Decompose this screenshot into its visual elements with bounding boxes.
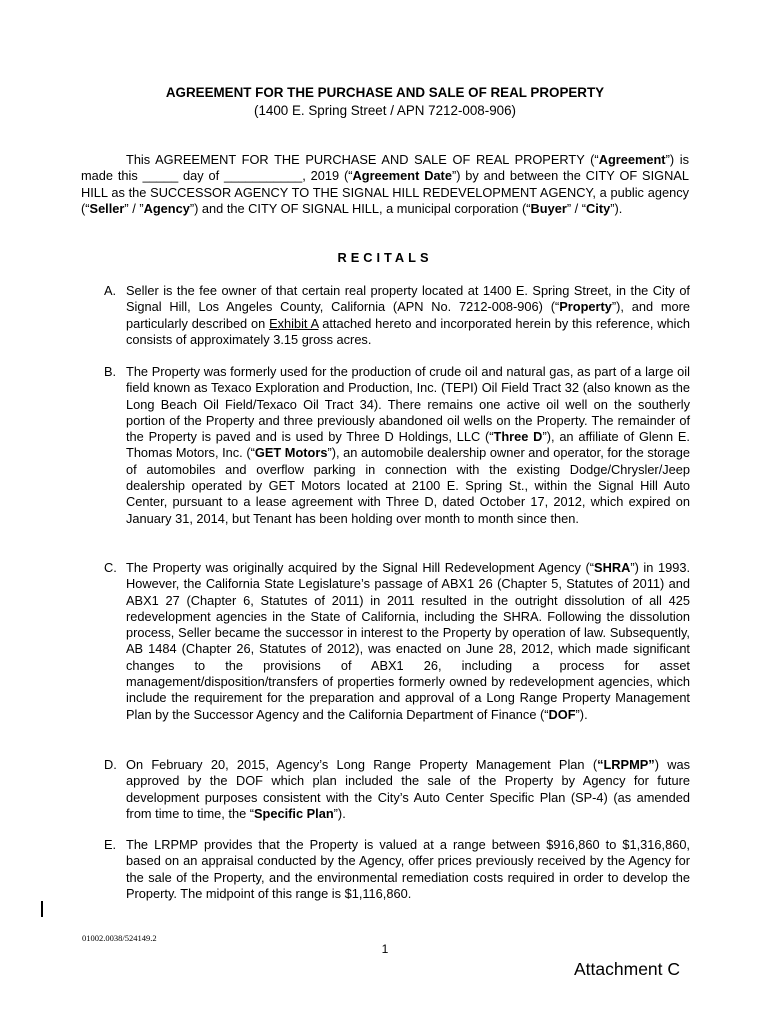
recital-text: ”). — [575, 706, 588, 722]
recital-text: ”). — [333, 805, 346, 821]
recital-term-shra: SHRA — [594, 560, 631, 575]
intro-paragraph — [81, 152, 689, 218]
recital-term-lrpmp: “LRPMP” — [597, 757, 655, 772]
intro-term-city: City — [586, 201, 611, 217]
recital-text: On February 20, 2015, Agency’s Long Range Property Management Plan ( — [126, 757, 598, 772]
recital-letter: D. — [104, 757, 117, 772]
revision-bar — [41, 901, 43, 917]
recital-term-property: Property — [559, 299, 612, 315]
recitals-heading: RECITALS — [337, 250, 433, 265]
document-code: 01002.0038/524149.2 — [82, 933, 157, 943]
recital-letter: C. — [104, 560, 117, 575]
intro-term-buyer: Buyer — [530, 201, 567, 217]
recital-text: The Property was originally acquired by the Signal Hill Redevelopment Agency (“ — [126, 560, 595, 575]
exhibit-a-reference: Exhibit A — [269, 315, 319, 331]
recital-term-specific-plan: Specific Plan — [254, 805, 334, 821]
document-title: AGREEMENT FOR THE PURCHASE AND SALE OF REAL PROPERTY — [165, 85, 605, 100]
recital-text: attached hereto and incorporated herein by this reference, which consists of approximately 3.15 gross acres. — [126, 315, 690, 347]
recital-text: ”) in 1993. However, the California State Legislature’s passage of ABX1 26 (Chapter 5, Statutes of 2011) and ABX1 27 (Chapter 6, Statutes of 2011) in 2011 resulted in the outright dissolution of all 425 redevelopment agencies in the State of California, including the SHRA. Following the dissolution process, Seller became the successor in interest to the Property by operation of law. Subsequently, AB 1484 (Chapter 26, Statutes of 2012), was enacted on June 28, 2012, which made significant changes to the provisions of ABX1 26, including a process for asset management/disposition/transfers of properties formerly owned by redevelopment agencies, which include the requirement for the preparation and approval of a Long Range Property Management Plan by the Successor Agency and the California Department of Finance (“ — [126, 560, 690, 722]
recital-term-dof: DOF — [548, 706, 576, 722]
recital-text: The LRPMP provides that the Property is valued at a range between $916,860 to $1,316,860, based on an appraisal conducted by the Agency, offer prices previously received by the Agency for the sale of the Property, and the environmental remediation costs required in order to develop the Property. The midpoint of this range is $1,116,860. — [126, 837, 690, 901]
intro-term-agreement-date: Agreement Date — [352, 168, 452, 184]
recital-text: ) was approved by the DOF which plan included the sale of the Property by Agency for future development purposes consistent with the City’s Auto Center Specific Plan (SP-4) (as amended from time to time, the “ — [126, 757, 690, 821]
recital-body — [126, 560, 690, 723]
recital-text: ”), an automobile dealership owner and operator, for the storage of automobiles and overflow parking in connection with the existing Dodge/Chrysler/Jeep dealership operated by GET Motors located at 2100 E. Spring St., within the Signal Hill Auto Center, pursuant to a lease agreement with Three D, dated October 17, 2012, which expired on January 31, 2014, but Tenant has been holding over month to month since then. — [126, 445, 691, 526]
recital-text: Seller is the fee owner of that certain real property located at 1400 E. Spring Street, in the City of Signal Hill, Los Angeles County, California (APN No. 7212-008-906) (“ — [126, 283, 690, 315]
recital-text: The Property was formerly used for the production of crude oil and natural gas, as part of a large oil field known as Texaco Exploration and Production, Inc. (TEPI) Oil Field Tract 32 (also known as the Long Beach Oil Field/Texaco Oil Tract 34). There remains one active oil well on the southerly portion of the Property and three previously abandoned oil wells on the Property. The remainder of the Property is paved and is used by Three D Holdings, LLC (“ — [126, 364, 690, 445]
recital-letter: B. — [104, 364, 117, 379]
recital-body — [126, 364, 690, 527]
intro-text: ”). — [610, 201, 623, 217]
intro-term-agreement: Agreement — [598, 152, 666, 167]
intro-text: ”) and the CITY OF SIGNAL HILL, a municipal corporation (“ — [189, 201, 531, 217]
recital-body — [126, 837, 690, 902]
intro-term-seller: Seller — [89, 201, 125, 217]
page-number: 1 — [381, 942, 389, 956]
recital-letter: E. — [104, 837, 117, 852]
recital-term-three-d: Three D — [493, 429, 543, 445]
document-subtitle: (1400 E. Spring Street / APN 7212-008-906) — [253, 103, 517, 118]
intro-text: This AGREEMENT FOR THE PURCHASE AND SALE OF REAL PROPERTY (“ — [126, 152, 599, 167]
intro-text: ” / “ — [566, 201, 587, 217]
recital-text: ”), an affiliate of Glenn E. Thomas Motors, Inc. (“ — [126, 429, 690, 461]
intro-term-agency: Agency — [143, 201, 190, 217]
recital-text: ”), and more particularly described on — [126, 299, 690, 331]
intro-text: ”) by and between the CITY OF SIGNAL HILL as the SUCCESSOR AGENCY TO THE SIGNAL HILL REDEVELOPMENT AGENCY, a public agency (“ — [81, 168, 689, 217]
recital-letter: A. — [104, 283, 117, 298]
attachment-label: Attachment C — [574, 959, 681, 979]
intro-text: ”) is made this _____ day of ___________, 2019 (“ — [81, 152, 689, 184]
intro-text: ” / ” — [124, 201, 144, 217]
recital-body — [126, 283, 690, 348]
recital-body — [126, 757, 690, 822]
recital-term-get-motors: GET Motors — [254, 445, 328, 461]
